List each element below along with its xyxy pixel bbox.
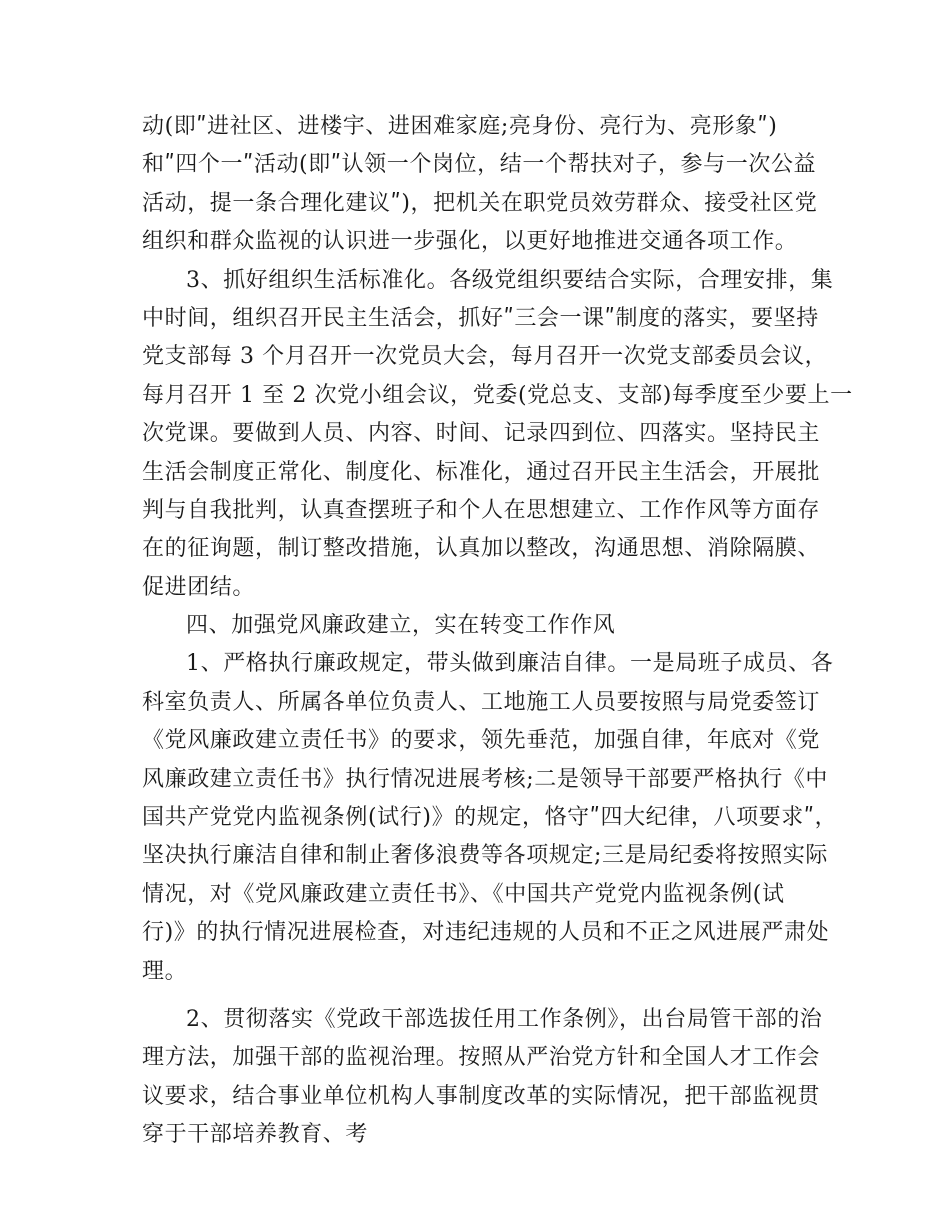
section-heading: 四、加强党风廉政建立，实在转变工作作风 [186,613,616,639]
text-line: 组织和群众监视的认识进一步强化，以更好地推进交通各项工作。 [142,229,798,255]
text-line: 判与自我批判，认真查摆班子和个人在思想建立、工作作风等方面存 [142,497,821,523]
document-body [142,108,853,1155]
text-line: 中时间，组织召开民主生活会，抓好ʺ三会一课ʺ制度的落实，要坚持 [142,305,819,331]
text-line: 次党课。要做到人员、内容、时间、记录四到位、四落实。坚持民主 [142,421,821,447]
text-line: 理方法，加强干部的监视治理。按照从严治党方针和全国人才工作会 [142,1045,821,1071]
text-line: 情况，对《党风廉政建立责任书》、《中国共产党党内监视条例(试 [142,881,785,907]
text-line: 风廉政建立责任书》执行情况进展考核;二是领导干部要严格执行《中 [142,766,829,792]
paragraph-start-line: 2、贯彻落实《党政干部选拔任用工作条例》，出台局管干部的治 [186,1006,823,1032]
paragraph-start-line: 3、抓好组织生活标准化。各级党组织要结合实际，合理安排，集 [186,267,834,293]
text-line: 促进团结。 [142,574,256,600]
text-line: 活动，提一条合理化建议ʺ)，把机关在职党员效劳群众、接受社区党 [142,190,818,216]
paragraph-gap [142,991,822,1001]
text-line: 国共产党党内监视条例(试行)》的规定，恪守ʺ四大纪律，八项要求ʺ， [142,805,838,831]
text-line: 议要求，结合事业单位机构人事制度改革的实际情况，把干部监视贯 [142,1083,821,1109]
text-line: 生活会制度正常化、制度化、标准化，通过召开民主生活会，开展批 [142,459,821,485]
text-line: 坚决执行廉洁自律和制止奢侈浪费等各项规定;三是局纪委将按照实际 [142,843,829,869]
text-line: 行)》的执行情况进展检查，对违纪违规的人员和不正之风进展严肃处 [142,920,830,946]
text-line: 穿于干部培养教育、考 [142,1122,369,1148]
text-line: 和ʺ四个一ʺ活动(即ʺ认领一个岗位，结一个帮扶对子，参与一次公益 [142,152,817,178]
text-line: 在的征询题，制订整改措施，认真加以整改，沟通思想、消除隔膜、 [142,536,821,562]
text-line: 每月召开 1 至 2 次党小组会议，党委(党总支、支部)每季度至少要上一 [142,382,853,408]
text-line: 党支部每 3 个月召开一次党员大会，每月召开一次党支部委员会议， [142,344,828,370]
text-line: 科室负责人、所属各单位负责人、工地施工人员要按照与局党委签订 [142,689,821,715]
paragraph-start-line: 1、严格执行廉政规定，带头做到廉洁自律。一是局班子成员、各 [186,651,834,677]
text-line: 《党风廉政建立责任书》的要求，领先垂范，加强自律，年底对《党 [142,728,821,754]
text-line: 动(即ʺ进社区、进楼宇、进困难家庭;亮身份、亮行为、亮形象ʺ) [142,114,778,139]
text-line: 理。 [142,958,188,984]
